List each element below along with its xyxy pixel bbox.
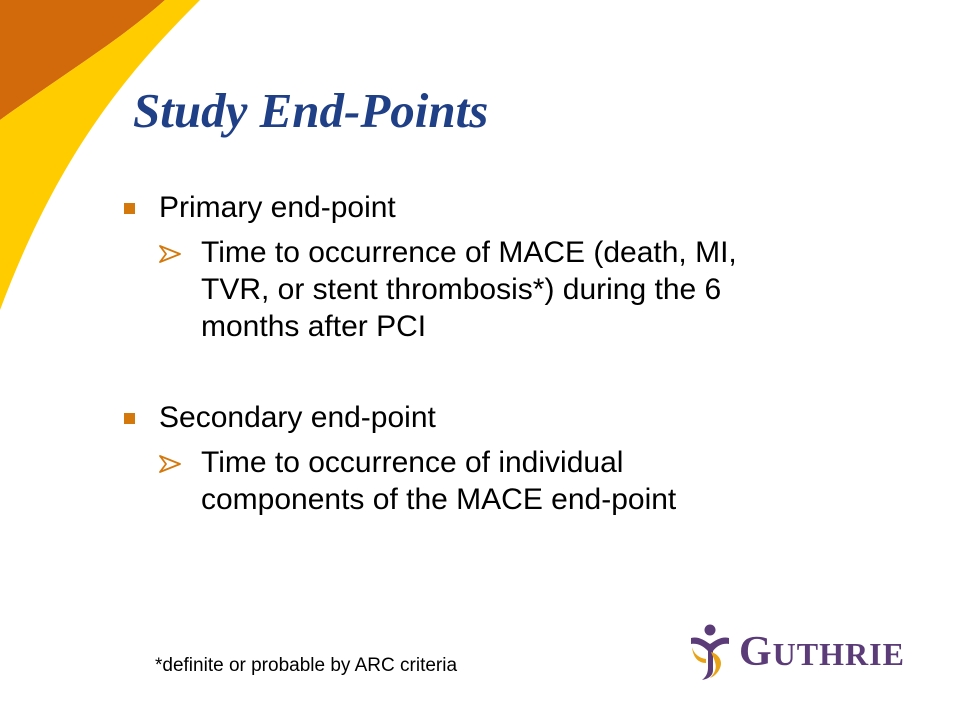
slide-title: Study End-Points [133, 83, 489, 138]
detail-line: TVR, or stent thrombosis*) during the 6 [201, 272, 722, 306]
detail-line: components of the MACE end-point [201, 482, 677, 516]
square-bullet-icon [124, 413, 135, 424]
primary-endpoint-sublist [159, 235, 902, 346]
detail-line: Time to occurrence of individual [201, 445, 624, 479]
primary-endpoint-item [122, 190, 902, 346]
bullet-list [122, 190, 902, 519]
primary-endpoint-detail [159, 235, 902, 346]
guthrie-wordmark [739, 628, 905, 676]
secondary-endpoint-detail [159, 445, 902, 519]
detail-line: Time to occurrence of MACE (death, MI, [201, 236, 737, 269]
guthrie-logo-icon [688, 623, 732, 681]
guthrie-logo [688, 622, 905, 682]
arrow-bullet-icon [159, 455, 181, 473]
secondary-endpoint-sublist [159, 445, 902, 519]
footnote: *definite or probable by ARC criteria [155, 655, 458, 676]
secondary-endpoint-item [122, 400, 902, 519]
arrow-bullet-icon [159, 245, 181, 263]
secondary-endpoint-heading: Secondary end-point [159, 400, 436, 434]
square-bullet-icon [124, 203, 135, 214]
logo-initial: G [739, 629, 773, 675]
detail-line: months after PCI [201, 309, 427, 343]
logo-rest: UTHRIE [772, 636, 905, 672]
primary-endpoint-heading: Primary end-point [159, 191, 396, 224]
